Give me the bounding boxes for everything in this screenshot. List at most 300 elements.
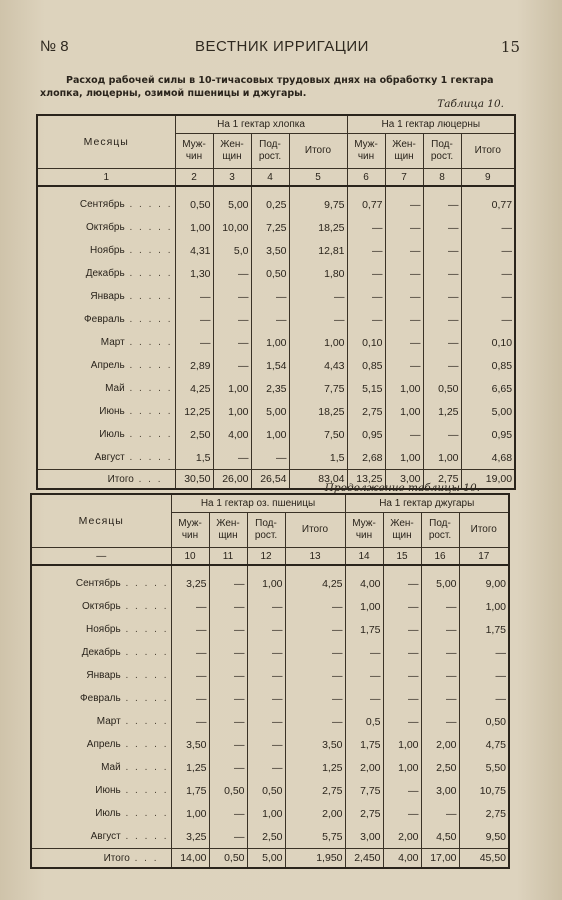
- value-cell: 4,43: [289, 354, 347, 377]
- value-cell: 1,75: [345, 618, 383, 641]
- value-cell: 17,00: [421, 849, 459, 869]
- value-cell: —: [209, 565, 247, 595]
- column-number-cell: 11: [209, 548, 247, 566]
- value-cell: —: [247, 595, 285, 618]
- value-cell: 5,00: [213, 186, 251, 216]
- value-cell: —: [461, 239, 515, 262]
- value-cell: 2,50: [175, 423, 213, 446]
- table-row: [31, 710, 509, 733]
- value-cell: 10,00: [213, 216, 251, 239]
- value-cell: 19,00: [461, 470, 515, 490]
- month-label: Ноябрь: [86, 624, 121, 635]
- table-caption: Расход рабочей силы в 10-тичасовых трудовых днях на обработку 1 гектара хлопка, люцерны, озимой пшеницы и джугары.: [40, 75, 494, 99]
- value-cell: 1,00: [345, 595, 383, 618]
- value-cell: 3,00: [345, 825, 383, 849]
- value-cell: —: [383, 595, 421, 618]
- value-cell: 1,5: [289, 446, 347, 470]
- value-cell: —: [345, 687, 383, 710]
- value-cell: 1,75: [171, 779, 209, 802]
- month-cell: [31, 687, 171, 710]
- value-cell: —: [383, 779, 421, 802]
- value-cell: —: [421, 641, 459, 664]
- value-cell: 4,25: [175, 377, 213, 400]
- page-number: 15: [500, 38, 520, 56]
- column-number-cell: —: [31, 548, 171, 566]
- value-cell: 4,75: [459, 733, 509, 756]
- value-cell: —: [209, 641, 247, 664]
- value-cell: —: [347, 216, 385, 239]
- value-cell: —: [209, 825, 247, 849]
- column-number-cell: 6: [347, 169, 385, 187]
- value-cell: 12,25: [175, 400, 213, 423]
- column-number-cell: 9: [461, 169, 515, 187]
- value-cell: —: [461, 262, 515, 285]
- value-cell: 0,85: [461, 354, 515, 377]
- leader-dots: . . . . .: [120, 739, 169, 750]
- value-cell: 26,54: [251, 470, 289, 490]
- leader-dots: . . .: [129, 852, 159, 864]
- column-number-cell: 15: [383, 548, 421, 566]
- value-cell: 4,25: [285, 565, 345, 595]
- value-cell: 5,00: [247, 849, 285, 869]
- column-number-row: [37, 169, 515, 187]
- value-cell: —: [171, 687, 209, 710]
- column-number-cell: 10: [171, 548, 209, 566]
- value-cell: 1,00: [247, 565, 285, 595]
- month-label: Октябрь: [81, 601, 121, 612]
- month-cell: [31, 595, 171, 618]
- month-column-header: Месяцы: [37, 115, 175, 169]
- subheader-cell: Итого: [285, 513, 345, 548]
- table-row: [31, 733, 509, 756]
- value-cell: 2,89: [175, 354, 213, 377]
- value-cell: 0,50: [175, 186, 213, 216]
- page-header: [40, 38, 520, 60]
- month-cell: [31, 733, 171, 756]
- value-cell: —: [385, 354, 423, 377]
- value-cell: 83,04: [289, 470, 347, 490]
- value-cell: 12,81: [289, 239, 347, 262]
- journal-title: ВЕСТНИК ИРРИГАЦИИ: [195, 38, 369, 55]
- column-number-cell: 2: [175, 169, 213, 187]
- value-cell: 1,00: [383, 756, 421, 779]
- table-row: [37, 216, 515, 239]
- value-cell: —: [209, 710, 247, 733]
- month-label: Декабрь: [85, 268, 125, 279]
- value-cell: —: [285, 687, 345, 710]
- month-cell: [31, 565, 171, 595]
- value-cell: —: [247, 664, 285, 687]
- column-number-cell: 3: [213, 169, 251, 187]
- table-row: [31, 756, 509, 779]
- value-cell: —: [285, 595, 345, 618]
- subheader-cell: Жен-щин: [209, 513, 247, 548]
- value-cell: —: [423, 262, 461, 285]
- value-cell: —: [209, 687, 247, 710]
- value-cell: 2,00: [285, 802, 345, 825]
- value-cell: 7,75: [289, 377, 347, 400]
- column-number-cell: 5: [289, 169, 347, 187]
- value-cell: 1,00: [459, 595, 509, 618]
- value-cell: 2,450: [345, 849, 383, 869]
- value-cell: 5,00: [251, 400, 289, 423]
- table-row: [37, 446, 515, 470]
- subheader-cell: Муж-чин: [175, 134, 213, 169]
- value-cell: —: [209, 802, 247, 825]
- value-cell: —: [383, 664, 421, 687]
- value-cell: —: [347, 285, 385, 308]
- value-cell: 1,75: [459, 618, 509, 641]
- value-cell: —: [251, 446, 289, 470]
- value-cell: —: [345, 664, 383, 687]
- month-label: Май: [101, 762, 121, 773]
- value-cell: —: [175, 308, 213, 331]
- month-cell: [31, 710, 171, 733]
- table2-label: Продолжение таблицы 10.: [324, 482, 480, 494]
- value-cell: —: [285, 618, 345, 641]
- month-label: Декабрь: [81, 647, 121, 658]
- table-row: [37, 377, 515, 400]
- value-cell: —: [385, 239, 423, 262]
- leader-dots: . . . . .: [124, 222, 173, 233]
- group-header-wheat: На 1 гектар оз. пшеницы: [171, 494, 345, 513]
- subheader-cell: Жен-щин: [213, 134, 251, 169]
- value-cell: —: [421, 618, 459, 641]
- value-cell: —: [209, 618, 247, 641]
- month-label: Август: [90, 831, 121, 842]
- value-cell: 7,75: [345, 779, 383, 802]
- value-cell: 3,50: [285, 733, 345, 756]
- month-label: Март: [100, 337, 125, 348]
- value-cell: —: [209, 756, 247, 779]
- table-row: [37, 354, 515, 377]
- subheader-cell: Под-рост.: [423, 134, 461, 169]
- value-cell: 0,95: [461, 423, 515, 446]
- value-cell: 0,50: [459, 710, 509, 733]
- value-cell: —: [385, 423, 423, 446]
- month-label: Июнь: [99, 406, 125, 417]
- value-cell: —: [461, 308, 515, 331]
- value-cell: —: [385, 331, 423, 354]
- value-cell: 3,00: [385, 470, 423, 490]
- subheader-cell: Муж-чин: [171, 513, 209, 548]
- subheader-cell: Муж-чин: [347, 134, 385, 169]
- value-cell: 2,75: [459, 802, 509, 825]
- value-cell: 6,65: [461, 377, 515, 400]
- value-cell: —: [213, 354, 251, 377]
- value-cell: —: [251, 285, 289, 308]
- value-cell: —: [175, 285, 213, 308]
- table1-label: Таблица 10.: [437, 98, 504, 110]
- column-number-cell: 8: [423, 169, 461, 187]
- value-cell: —: [347, 308, 385, 331]
- month-cell: [37, 446, 175, 470]
- value-cell: 26,00: [213, 470, 251, 490]
- value-cell: 1,5: [175, 446, 213, 470]
- table-row: [37, 285, 515, 308]
- value-cell: 1,80: [289, 262, 347, 285]
- month-cell: [31, 756, 171, 779]
- total-label: [31, 849, 171, 869]
- issue-number: № 8: [40, 38, 69, 55]
- leader-dots: . . . . .: [124, 360, 173, 371]
- value-cell: 5,75: [285, 825, 345, 849]
- value-cell: 1,00: [175, 216, 213, 239]
- leader-dots: . . . . .: [124, 406, 173, 417]
- value-cell: —: [421, 664, 459, 687]
- value-cell: —: [383, 687, 421, 710]
- value-cell: —: [247, 710, 285, 733]
- value-cell: 1,00: [385, 446, 423, 470]
- month-label: Январь: [90, 291, 125, 302]
- value-cell: —: [209, 595, 247, 618]
- value-cell: 0,77: [347, 186, 385, 216]
- value-cell: 4,50: [421, 825, 459, 849]
- subheader-cell: Муж-чин: [345, 513, 383, 548]
- leader-dots: . . . . .: [120, 808, 169, 819]
- table-row: [31, 779, 509, 802]
- value-cell: 3,50: [171, 733, 209, 756]
- value-cell: 2,75: [423, 470, 461, 490]
- value-cell: —: [213, 331, 251, 354]
- value-cell: —: [423, 331, 461, 354]
- value-cell: —: [289, 308, 347, 331]
- value-cell: —: [461, 285, 515, 308]
- leader-dots: . . . . .: [120, 601, 169, 612]
- month-label: Июль: [99, 429, 125, 440]
- value-cell: —: [213, 285, 251, 308]
- column-number-cell: 13: [285, 548, 345, 566]
- labor-table-cotton-alfalfa: [36, 114, 516, 490]
- value-cell: —: [383, 618, 421, 641]
- value-cell: —: [421, 710, 459, 733]
- leader-dots: . . . . .: [120, 693, 169, 704]
- value-cell: 2,50: [247, 825, 285, 849]
- value-cell: 0,85: [347, 354, 385, 377]
- column-number-cell: 7: [385, 169, 423, 187]
- value-cell: 1,00: [171, 802, 209, 825]
- month-cell: [37, 262, 175, 285]
- value-cell: 1,00: [383, 733, 421, 756]
- value-cell: 5,00: [461, 400, 515, 423]
- value-cell: 5,15: [347, 377, 385, 400]
- subheader-cell: Под-рост.: [247, 513, 285, 548]
- value-cell: —: [423, 423, 461, 446]
- table-row: [37, 400, 515, 423]
- value-cell: —: [385, 216, 423, 239]
- value-cell: 1,25: [171, 756, 209, 779]
- value-cell: 3,00: [421, 779, 459, 802]
- value-cell: 45,50: [459, 849, 509, 869]
- value-cell: —: [383, 802, 421, 825]
- month-label: Июнь: [95, 785, 121, 796]
- table-row: [31, 687, 509, 710]
- value-cell: 1,00: [251, 423, 289, 446]
- subheader-cell: Итого: [461, 134, 515, 169]
- month-label: Январь: [86, 670, 121, 681]
- value-cell: 0,25: [251, 186, 289, 216]
- leader-dots: . . . . .: [124, 383, 173, 394]
- value-cell: —: [247, 618, 285, 641]
- month-label: Сентябрь: [75, 578, 121, 589]
- value-cell: 18,25: [289, 216, 347, 239]
- value-cell: 1,75: [345, 733, 383, 756]
- value-cell: —: [285, 641, 345, 664]
- value-cell: —: [289, 285, 347, 308]
- month-cell: [31, 664, 171, 687]
- value-cell: —: [459, 664, 509, 687]
- total-row: [31, 849, 509, 869]
- month-label: Апрель: [86, 739, 121, 750]
- value-cell: 7,50: [289, 423, 347, 446]
- month-label: Апрель: [90, 360, 125, 371]
- month-column-header: Месяцы: [31, 494, 171, 548]
- value-cell: 4,31: [175, 239, 213, 262]
- table-row: [31, 802, 509, 825]
- month-cell: [37, 285, 175, 308]
- value-cell: —: [421, 595, 459, 618]
- value-cell: —: [383, 710, 421, 733]
- month-cell: [37, 216, 175, 239]
- month-label: Итого: [103, 852, 130, 864]
- subheader-cell: Под-рост.: [421, 513, 459, 548]
- value-cell: —: [171, 664, 209, 687]
- value-cell: 1,950: [285, 849, 345, 869]
- table-row: [31, 641, 509, 664]
- leader-dots: . . . . .: [124, 314, 173, 325]
- value-cell: —: [209, 733, 247, 756]
- column-number-cell: 14: [345, 548, 383, 566]
- leader-dots: . . . . .: [124, 429, 173, 440]
- value-cell: 9,75: [289, 186, 347, 216]
- value-cell: 4,00: [345, 565, 383, 595]
- value-cell: —: [423, 239, 461, 262]
- month-cell: [31, 618, 171, 641]
- value-cell: 2,75: [285, 779, 345, 802]
- leader-dots: . . . . .: [120, 831, 169, 842]
- leader-dots: . . . . .: [120, 624, 169, 635]
- month-cell: [37, 377, 175, 400]
- table-row: [31, 664, 509, 687]
- value-cell: 0,10: [461, 331, 515, 354]
- value-cell: 2,00: [383, 825, 421, 849]
- table-body: [37, 186, 515, 489]
- value-cell: 1,54: [251, 354, 289, 377]
- value-cell: 1,00: [213, 377, 251, 400]
- value-cell: —: [385, 285, 423, 308]
- value-cell: 1,00: [213, 400, 251, 423]
- value-cell: 7,25: [251, 216, 289, 239]
- leader-dots: . . . . .: [124, 245, 173, 256]
- column-number-cell: 17: [459, 548, 509, 566]
- month-cell: [37, 423, 175, 446]
- value-cell: —: [345, 641, 383, 664]
- value-cell: —: [213, 446, 251, 470]
- month-label: Февраль: [80, 693, 121, 704]
- value-cell: 3,50: [251, 239, 289, 262]
- value-cell: —: [213, 262, 251, 285]
- value-cell: 1,00: [247, 802, 285, 825]
- labor-table-wheat-jugara: [30, 493, 510, 869]
- value-cell: —: [285, 710, 345, 733]
- month-label: Август: [94, 452, 125, 463]
- group-header-jugara: На 1 гектар джугары: [345, 494, 509, 513]
- value-cell: —: [459, 641, 509, 664]
- table-row: [37, 423, 515, 446]
- leader-dots: . . . . .: [124, 291, 173, 302]
- month-cell: [31, 641, 171, 664]
- table-row: [31, 618, 509, 641]
- value-cell: —: [347, 262, 385, 285]
- value-cell: 5,0: [213, 239, 251, 262]
- leader-dots: . . . . .: [120, 762, 169, 773]
- leader-dots: . . . . .: [124, 199, 173, 210]
- month-cell: [37, 186, 175, 216]
- column-number-row: [31, 548, 509, 566]
- value-cell: 2,75: [347, 400, 385, 423]
- value-cell: 1,25: [423, 400, 461, 423]
- month-label: Ноябрь: [90, 245, 125, 256]
- value-cell: 0,50: [423, 377, 461, 400]
- value-cell: —: [285, 664, 345, 687]
- value-cell: 18,25: [289, 400, 347, 423]
- value-cell: —: [175, 331, 213, 354]
- value-cell: —: [209, 664, 247, 687]
- month-cell: [37, 331, 175, 354]
- value-cell: —: [461, 216, 515, 239]
- table-row: [31, 825, 509, 849]
- leader-dots: . . . . .: [120, 716, 169, 727]
- month-label: Март: [96, 716, 121, 727]
- total-label: [37, 470, 175, 490]
- value-cell: 1,30: [175, 262, 213, 285]
- value-cell: —: [213, 308, 251, 331]
- value-cell: 1,25: [285, 756, 345, 779]
- column-number-cell: 16: [421, 548, 459, 566]
- value-cell: 30,50: [175, 470, 213, 490]
- value-cell: —: [247, 756, 285, 779]
- value-cell: 9,00: [459, 565, 509, 595]
- value-cell: 0,50: [209, 849, 247, 869]
- value-cell: 0,50: [251, 262, 289, 285]
- value-cell: 4,00: [383, 849, 421, 869]
- value-cell: 2,00: [345, 756, 383, 779]
- value-cell: 10,75: [459, 779, 509, 802]
- value-cell: 2,00: [421, 733, 459, 756]
- value-cell: 5,00: [421, 565, 459, 595]
- month-label: Май: [105, 383, 125, 394]
- value-cell: 1,00: [385, 377, 423, 400]
- value-cell: 1,00: [423, 446, 461, 470]
- value-cell: 0,77: [461, 186, 515, 216]
- value-cell: 3,25: [171, 565, 209, 595]
- value-cell: —: [383, 565, 421, 595]
- value-cell: 5,50: [459, 756, 509, 779]
- value-cell: 1,00: [385, 400, 423, 423]
- table-row: [37, 331, 515, 354]
- month-cell: [37, 239, 175, 262]
- value-cell: —: [383, 641, 421, 664]
- value-cell: 0,50: [247, 779, 285, 802]
- month-cell: [31, 779, 171, 802]
- value-cell: —: [385, 262, 423, 285]
- leader-dots: . . . . .: [120, 670, 169, 681]
- month-label: Итого: [107, 473, 134, 485]
- table-row: [31, 565, 509, 595]
- value-cell: —: [171, 641, 209, 664]
- value-cell: 9,50: [459, 825, 509, 849]
- value-cell: —: [247, 733, 285, 756]
